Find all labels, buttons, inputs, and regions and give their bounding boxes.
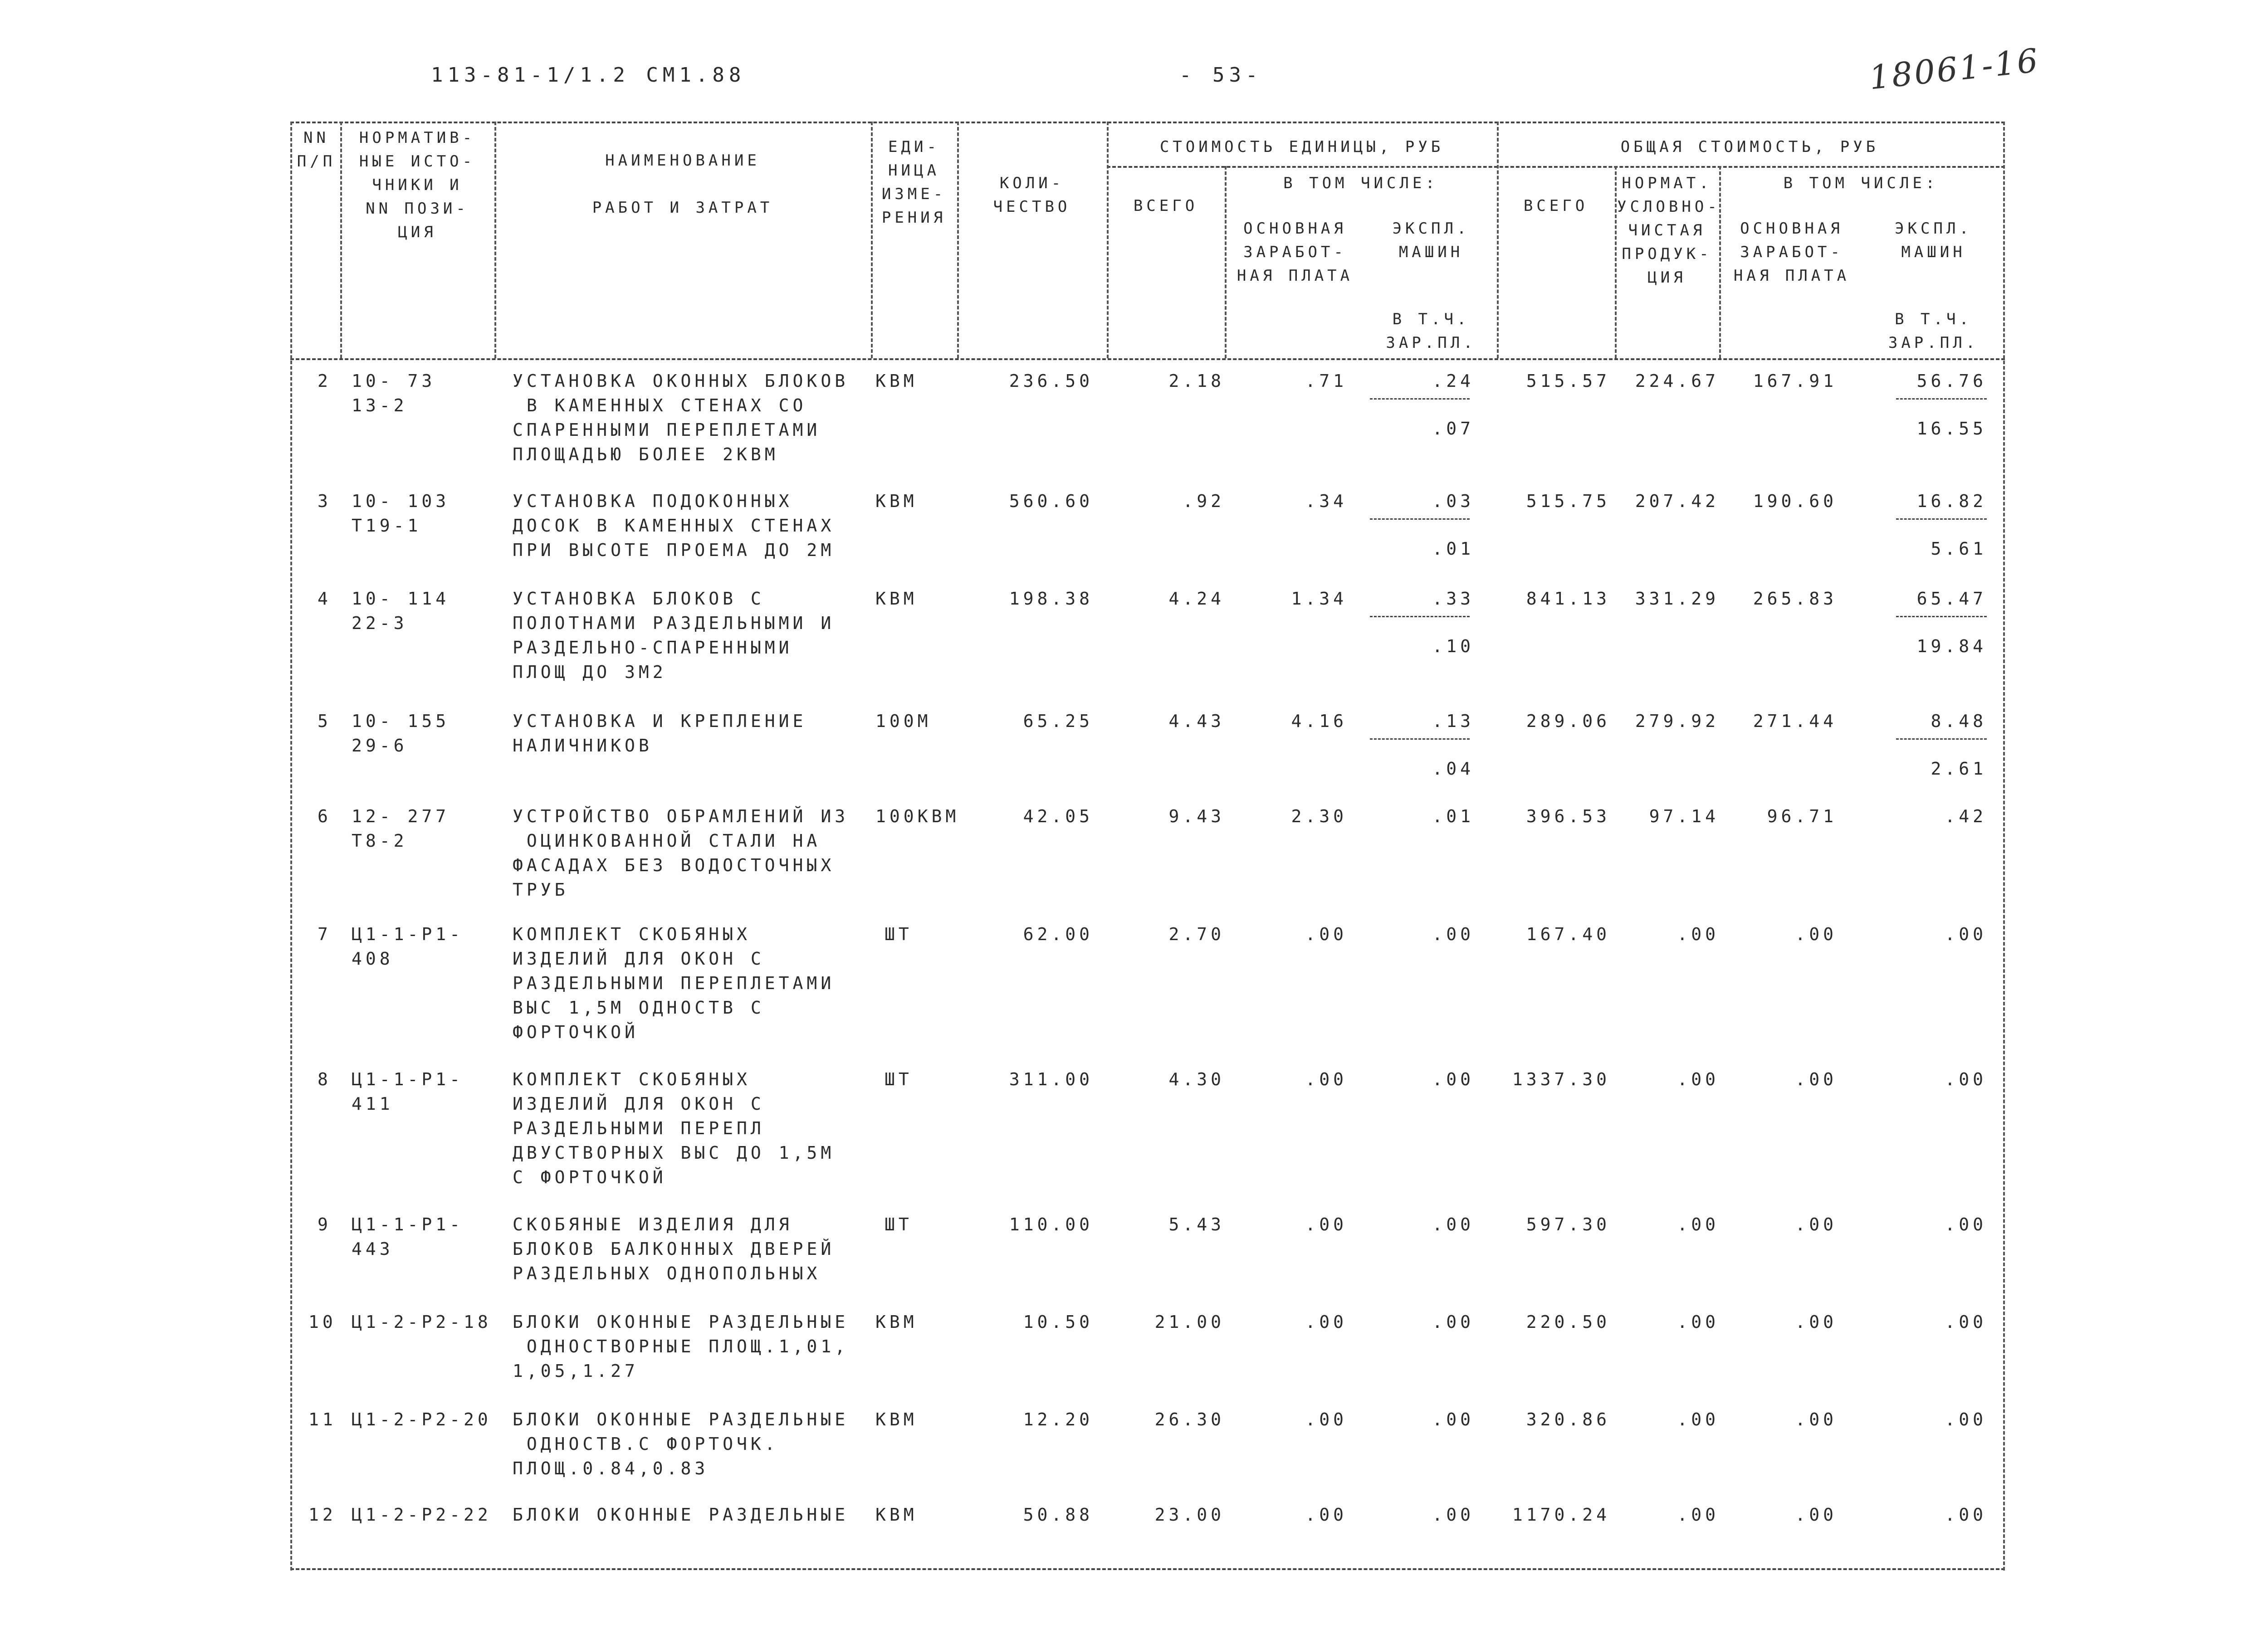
row-total: 841.13 [1526,589,1610,609]
row-name: УСТАНОВКА И КРЕПЛЕНИЕ НАЛИЧНИКОВ [513,711,807,756]
row-total-norm: .00 [1677,924,1719,944]
row-total-machine: .00 [1945,1505,1987,1525]
row-quantity: 42.05 [1023,806,1093,826]
row-unit: КВМ [875,491,918,511]
col-divider [1719,166,1721,358]
row-total-norm: 97.14 [1649,806,1719,826]
row-unit-machine: .33 [1432,589,1474,609]
row-total: 396.53 [1526,806,1610,826]
col-divider [1107,122,1109,358]
row-total-machine: .00 [1945,1312,1987,1332]
subtotal-divider [1370,616,1470,617]
row-total-norm: .00 [1677,1215,1719,1234]
row-unit-salary: .34 [1305,491,1347,511]
row-name: БЛОКИ ОКОННЫЕ РАЗДЕЛЬНЫЕ ОДНОСТВ.С ФОРТОЧК. ПЛОЩ.0.84,0.83 [513,1410,849,1478]
row-name: КОМПЛЕКТ СКОБЯНЫХ ИЗДЕЛИЙ ДЛЯ ОКОН С РАЗДЕЛЬНЫМИ ПЕРЕПЛ ДВУСТВОРНЫХ ВЫС ДО 1,5М С ФОРТОЧКОЙ [513,1069,835,1187]
subtotal-divider [1370,518,1470,520]
row-name: СКОБЯНЫЕ ИЗДЕЛИЯ ДЛЯ БЛОКОВ БАЛКОННЫХ ДВЕРЕЙ РАЗДЕЛЬНЫХ ОДНОПОЛЬНЫХ [513,1215,835,1283]
row-unit: ШТ [885,924,913,944]
page-number: - 53- [1179,63,1262,87]
row-total: 597.30 [1526,1215,1610,1234]
row-code: Ц1-1-Р1- 411 [352,1069,464,1114]
row-unit: КВМ [875,1410,918,1429]
row-quantity: 10.50 [1023,1312,1093,1332]
row-unit: 100М [875,711,932,731]
row-unit-total: 4.30 [1168,1069,1225,1089]
row-code: Ц1-2-Р2-22 [352,1505,492,1525]
header-unit-machine: ЭКСПЛ. МАШИН [1392,219,1470,261]
table-left-border [290,122,292,1571]
row-quantity: 50.88 [1023,1505,1093,1525]
row-name: БЛОКИ ОКОННЫЕ РАЗДЕЛЬНЫЕ [513,1505,849,1525]
row-unit-salary: .00 [1305,1069,1347,1089]
row-number: 2 [318,371,332,391]
header-unit-including: В ТОМ ЧИСЛЕ: [1283,174,1438,192]
row-unit-machine: .00 [1432,1312,1474,1332]
row-total-machine: .00 [1945,924,1987,944]
row-unit-machine: .13 [1432,711,1474,731]
col-divider [1497,122,1499,358]
subtotal-divider [1370,738,1470,740]
row-unit: 100КВМ [875,806,960,826]
row-unit: КВМ [875,589,918,609]
row-quantity: 198.38 [1009,589,1093,609]
header-unit-cost-group: СТОИМОСТЬ ЕДИНИЦЫ, РУБ [1159,138,1444,156]
header-unit-salary: ОСНОВНАЯ ЗАРАБОТ- НАЯ ПЛАТА [1237,219,1354,285]
row-unit-salary: 2.30 [1291,806,1347,826]
row-total: 515.75 [1526,491,1610,511]
row-unit-machine: .00 [1432,1505,1474,1525]
header-total-total: ВСЕГО [1523,197,1589,215]
row-total: 1337.30 [1512,1069,1610,1089]
row-unit-salary: .00 [1305,1505,1347,1525]
row-quantity: 12.20 [1023,1410,1093,1429]
row-total-norm: .00 [1677,1410,1719,1429]
row-unit-total: 2.70 [1168,924,1225,944]
row-number: 9 [318,1215,332,1234]
row-code: 10- 103 Т19-1 [352,491,450,536]
subtotal-divider [1370,398,1470,400]
row-number: 6 [318,806,332,826]
col-divider [340,122,342,358]
row-name: УСТРОЙСТВО ОБРАМЛЕНИЙ ИЗ ОЦИНКОВАННОЙ СТАЛИ НА ФАСАДАХ БЕЗ ВОДОСТОЧНЫХ ТРУБ [513,806,849,900]
row-unit: ШТ [885,1069,913,1089]
row-total-machine: 16.82 [1916,491,1987,511]
row-quantity: 65.25 [1023,711,1093,731]
row-unit-total: 2.18 [1168,371,1225,391]
header-number: NN П/П [297,129,336,171]
row-code: Ц1-2-Р2-20 [352,1410,492,1429]
row-total-machine: .00 [1945,1069,1987,1089]
row-unit-machine-salary: .07 [1432,419,1474,439]
row-unit-salary: 1.34 [1291,589,1347,609]
row-total-salary: .00 [1795,1410,1837,1429]
row-unit: КВМ [875,371,918,391]
col-divider [1225,166,1227,358]
row-total-norm: 224.67 [1635,371,1719,391]
row-total: 289.06 [1526,711,1610,731]
subtotal-divider [1896,616,1987,617]
row-number: 8 [318,1069,332,1089]
row-total-machine: .00 [1945,1410,1987,1429]
row-total-machine-salary: 5.61 [1931,539,1987,559]
header-work-name: НАИМЕНОВАНИЕ РАБОТ И ЗАТРАТ [592,151,773,217]
row-unit: ШТ [885,1215,913,1234]
row-quantity: 560.60 [1009,491,1093,511]
row-unit-salary: .71 [1305,371,1347,391]
subtotal-divider [1896,518,1987,520]
row-unit-total: 26.30 [1154,1410,1225,1429]
row-unit-machine: .00 [1432,1410,1474,1429]
row-code: Ц1-1-Р1- 443 [352,1215,464,1259]
header-total-norm-product: НОРМАТ. УСЛОВНО- ЧИСТАЯ ПРОДУК- ЦИЯ [1617,174,1721,287]
row-total-machine: .00 [1945,1215,1987,1234]
row-code: Ц1-1-Р1- 408 [352,924,464,969]
row-quantity: 311.00 [1009,1069,1093,1089]
col-divider [494,122,496,358]
row-unit: КВМ [875,1312,918,1332]
row-quantity: 236.50 [1009,371,1093,391]
row-total-norm: 331.29 [1635,589,1719,609]
table-right-border [2003,122,2005,1571]
row-number: 4 [318,589,332,609]
estimate-table [290,122,2005,1571]
row-number: 11 [308,1410,337,1429]
row-unit-machine: .00 [1432,1215,1474,1234]
row-unit-total: 5.43 [1168,1215,1225,1234]
row-unit-machine: .00 [1432,924,1474,944]
header-normative-source: НОРМАТИВ- НЫЕ ИСТО- ЧНИКИ И NN ПОЗИ- ЦИЯ [359,129,476,241]
row-unit-salary: .00 [1305,1312,1347,1332]
row-unit-salary: 4.16 [1291,711,1347,731]
row-unit-machine-salary: .01 [1432,539,1474,559]
row-total-salary: .00 [1795,1312,1837,1332]
row-unit-salary: .00 [1305,1410,1347,1429]
header-bottom-border [290,358,2005,360]
header-total-salary: ОСНОВНАЯ ЗАРАБОТ- НАЯ ПЛАТА [1733,219,1850,285]
header-group-divider [1107,166,2005,168]
row-total: 220.50 [1526,1312,1610,1332]
row-number: 12 [308,1505,337,1525]
row-quantity: 110.00 [1009,1215,1093,1234]
row-unit-machine-salary: .10 [1432,636,1474,656]
row-number: 10 [308,1312,337,1332]
header-quantity: КОЛИ- ЧЕСТВО [993,174,1071,216]
header-total-cost-group: ОБЩАЯ СТОИМОСТЬ, РУБ [1620,138,1879,156]
row-unit-total: .92 [1183,491,1225,511]
document-code: 113-81-1/1.2 СМ1.88 [431,63,746,87]
row-total-salary: 167.91 [1753,371,1837,391]
row-unit-total: 23.00 [1154,1505,1225,1525]
row-total-norm: 207.42 [1635,491,1719,511]
row-total: 320.86 [1526,1410,1610,1429]
header-total-machine: ЭКСПЛ. МАШИН [1895,219,1972,261]
row-name: УСТАНОВКА ПОДОКОННЫХ ДОСОК В КАМЕННЫХ СТЕНАХ ПРИ ВЫСОТЕ ПРОЕМА ДО 2М [513,491,835,560]
row-name: УСТАНОВКА ОКОННЫХ БЛОКОВ В КАМЕННЫХ СТЕНАХ СО СПАРЕННЫМИ ПЕРЕПЛЕТАМИ ПЛОЩАДЬЮ БОЛЕЕ 2КВМ [513,371,849,464]
row-total-salary: .00 [1795,1215,1837,1234]
handwritten-archive-id: 18061-16 [1867,41,2042,97]
row-name: КОМПЛЕКТ СКОБЯНЫХ ИЗДЕЛИЙ ДЛЯ ОКОН С РАЗДЕЛЬНЫМИ ПЕРЕПЛЕТАМИ ВЫС 1,5М ОДНОСТВ С ФОРТОЧКОЙ [513,924,835,1042]
row-total-salary: .00 [1795,1069,1837,1089]
row-unit-machine-salary: .04 [1432,759,1474,779]
row-unit-machine: .24 [1432,371,1474,391]
row-unit: КВМ [875,1505,918,1525]
row-unit-salary: .00 [1305,1215,1347,1234]
table-top-border [290,122,2005,123]
header-unit-total: ВСЕГО [1133,197,1198,215]
row-total-machine-salary: 2.61 [1931,759,1987,779]
header-total-machine-salary: В Т.Ч. ЗАР.ПЛ. [1888,310,1979,352]
row-total-salary: .00 [1795,1505,1837,1525]
row-code: 10- 73 13-2 [352,371,436,415]
row-total-machine: 8.48 [1931,711,1987,731]
row-total-salary: 190.60 [1753,491,1837,511]
row-total-salary: 96.71 [1767,806,1837,826]
row-code: Ц1-2-Р2-18 [352,1312,492,1332]
row-unit-machine: .01 [1432,806,1474,826]
row-unit-total: 4.24 [1168,589,1225,609]
row-total-machine: 65.47 [1916,589,1987,609]
row-code: 10- 155 29-6 [352,711,450,756]
row-total-machine-salary: 16.55 [1916,419,1987,439]
header-total-including: В ТОМ ЧИСЛЕ: [1783,174,1939,192]
row-total-salary: 271.44 [1753,711,1837,731]
row-total-machine-salary: 19.84 [1916,636,1987,656]
row-code: 12- 277 Т8-2 [352,806,450,851]
col-divider [957,122,959,358]
row-unit-machine: .00 [1432,1069,1474,1089]
row-total: 167.40 [1526,924,1610,944]
row-total-norm: .00 [1677,1312,1719,1332]
subtotal-divider [1896,738,1987,740]
row-name: УСТАНОВКА БЛОКОВ С ПОЛОТНАМИ РАЗДЕЛЬНЫМИ И РАЗДЕЛЬНО-СПАРЕННЫМИ ПЛОЩ ДО 3М2 [513,589,835,682]
row-quantity: 62.00 [1023,924,1093,944]
row-total-salary: .00 [1795,924,1837,944]
row-unit-salary: .00 [1305,924,1347,944]
row-code: 10- 114 22-3 [352,589,450,633]
row-total-machine: 56.76 [1916,371,1987,391]
header-unit: ЕДИ- НИЦА ИЗМЕ- РЕНИЯ [881,138,947,227]
subtotal-divider [1896,398,1987,400]
row-total: 515.57 [1526,371,1610,391]
row-total-salary: 265.83 [1753,589,1837,609]
table-bottom-border [290,1568,2005,1570]
row-number: 5 [318,711,332,731]
row-unit-machine: .03 [1432,491,1474,511]
row-total-norm: 279.92 [1635,711,1719,731]
row-name: БЛОКИ ОКОННЫЕ РАЗДЕЛЬНЫЕ ОДНОСТВОРНЫЕ ПЛОЩ.1,01, 1,05,1.27 [513,1312,849,1381]
header-unit-machine-salary: В Т.Ч. ЗАР.ПЛ. [1386,310,1476,352]
row-total-norm: .00 [1677,1505,1719,1525]
row-total-norm: .00 [1677,1069,1719,1089]
col-divider [1615,166,1617,358]
row-unit-total: 4.43 [1168,711,1225,731]
row-unit-total: 21.00 [1154,1312,1225,1332]
row-number: 3 [318,491,332,511]
row-unit-total: 9.43 [1168,806,1225,826]
row-total: 1170.24 [1512,1505,1610,1525]
row-number: 7 [318,924,332,944]
row-total-machine: .42 [1945,806,1987,826]
col-divider [871,122,873,358]
